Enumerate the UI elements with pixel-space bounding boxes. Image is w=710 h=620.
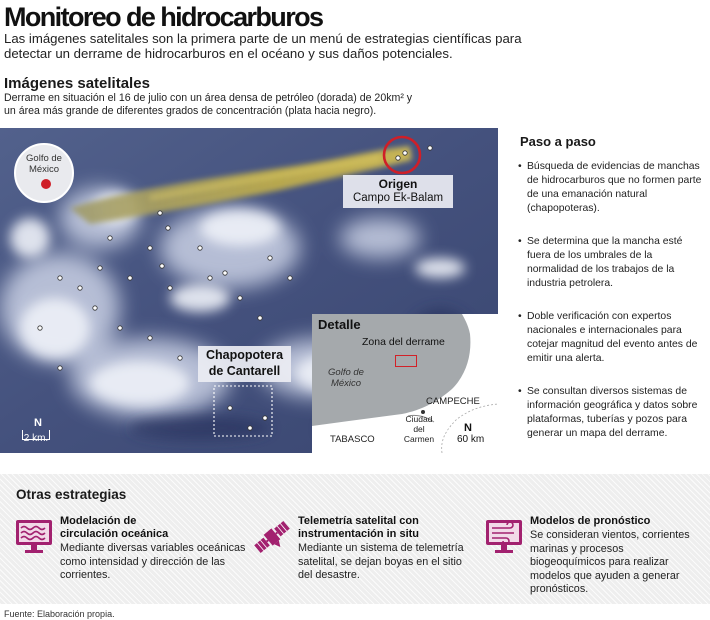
north-arrow-icon: [26, 418, 50, 429]
strategy-title: Modelación de circulación oceánica: [60, 515, 169, 540]
strategy-description: Mediante un sistema de telemetría satelital, se dejan boyas en el sitio del desastre.: [298, 542, 464, 582]
chapopotera-label: Chapopotera de Cantarell: [198, 346, 291, 382]
monitor-wind-icon: [484, 517, 524, 557]
detail-map: [312, 314, 498, 453]
locator-map: [14, 143, 74, 203]
spill-zone-box: [395, 355, 417, 367]
strategy-title: Telemetría satelital con instrumentación in situ: [298, 515, 420, 540]
locator-label: Golfo de México: [26, 153, 62, 175]
origin-subtitle: Campo Ek-Balam: [352, 192, 444, 204]
satellite-image: [0, 128, 498, 453]
origin-title: Origen: [378, 177, 418, 191]
strategy-description: Mediante diversas variables oceánicas como intensidad y dirección de las corrientes.: [60, 542, 246, 582]
detail-scale-label: 60 km: [457, 434, 485, 445]
origin-label: [343, 175, 453, 208]
monitor-waves-icon: [14, 517, 54, 557]
source-note: Fuente: Elaboración propia.: [4, 609, 115, 619]
detail-title: Detalle: [318, 317, 361, 332]
step-item: • Doble verificación con expertos nacionales e internacionales para cotejar magnitud del evento antes de emitir una alerta.: [514, 310, 706, 366]
step-item: • Se consultan diversos sistemas de información geográfica y datos sobre plataformas, tuberías y pozos para generar un mapa del derrame.: [514, 385, 706, 441]
step-item: • Búsqueda de evidencias de manchas de hidrocarburos que no formen parte de una emanación natural (chapopoteras).: [514, 160, 706, 216]
satellite-icon: [252, 517, 292, 557]
north-label: N: [34, 417, 42, 429]
detail-north-icon: N: [464, 422, 472, 434]
detail-campeche-label: CAMPECHE: [426, 396, 480, 407]
step-item: • Se determina que la mancha esté fuera de los umbrales de la normalidad de los trabajos de la industria petrolera.: [514, 235, 706, 291]
locator-dot: [41, 179, 51, 189]
detail-tabasco-label: TABASCO: [330, 434, 375, 445]
steps-heading: Paso a paso: [520, 134, 596, 149]
detail-carmen-label: Ciudad del Carmen: [403, 414, 435, 444]
other-strategies-heading: Otras estrategias: [16, 487, 127, 502]
strategy-title: Modelos de pronóstico: [530, 515, 651, 527]
strategy-description: Se consideran vientos, corrientes marinas y procesos biogeoquímicos para realizar modelos que ayuden a generar pronósticos.: [530, 529, 690, 596]
satellite-description: Derrame en situación el 16 de julio con un área densa de petróleo (dorada) de 20km² y un área más grande de diferentes grados de concentración (plata hacia negro).: [4, 92, 413, 117]
detail-zone-label: Zona del derrame: [362, 336, 445, 348]
detail-gulf-label: Golfo de México: [328, 367, 364, 389]
other-strategies-panel: [0, 474, 710, 604]
steps-list: [514, 160, 706, 460]
intro-text: Las imágenes satelitales son la primera parte de un menú de estrategias científicas para detectar un derrame de hidrocarburos en el océano y sus daños potenciales.: [4, 31, 522, 61]
scale-label: 2 km.: [23, 433, 49, 444]
satellite-heading: Imágenes satelitales: [4, 75, 150, 92]
page-title: Monitoreo de hidrocarburos: [4, 2, 323, 32]
